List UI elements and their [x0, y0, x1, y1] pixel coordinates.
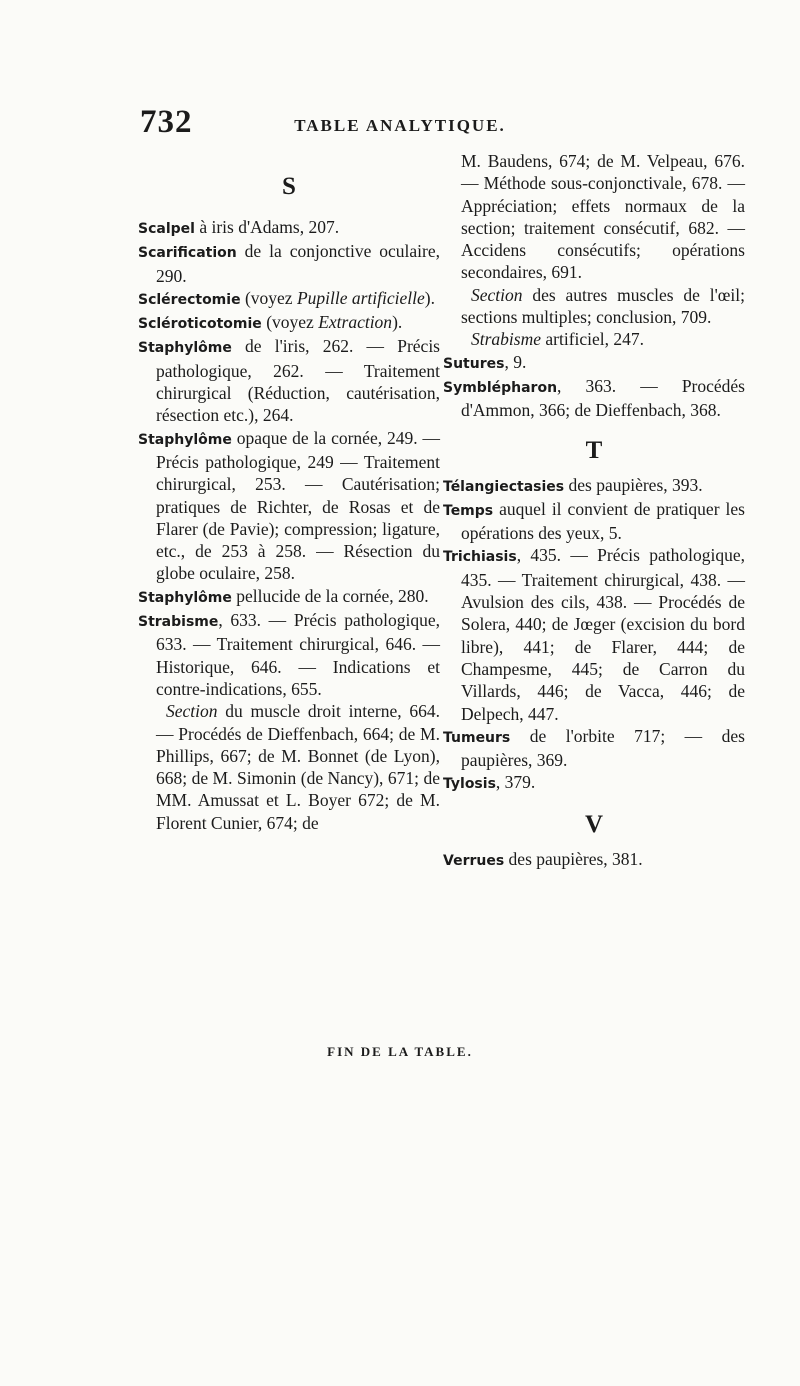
section-letter-v: V: [584, 810, 604, 838]
entry-continuation: M. Baudens, 674; de M. Velpeau, 676. — Méthode sous-conjonctivale, 678. — Appréciation; effets normaux de la section; traitement consécutif, 682. — Accidens consécutifs; opérations secondaires, 691.: [461, 151, 745, 283]
entry-term: Télangiectasies: [443, 478, 565, 495]
entry-term: Scarification: [138, 245, 237, 262]
entry-term: Trichiasis: [443, 549, 517, 566]
index-entry: [138, 335, 440, 426]
entry-text: de l'iris, 262. — Précis pathologique, 262. — Traitement chirurgical (Réduction, cautérisation, résection etc.), 264.: [156, 336, 440, 426]
entry-term: Tylosis: [443, 776, 496, 793]
entry-text: , 379.: [495, 772, 536, 793]
index-entry: [443, 474, 745, 498]
entry-term: Sclérectomie: [138, 291, 241, 308]
index-entry: [138, 311, 440, 335]
entry-term: Staphylôme: [138, 589, 232, 606]
index-entry: [443, 848, 745, 872]
index-entry: [138, 287, 440, 311]
subentry-term: Section: [166, 701, 218, 722]
subentry-term: Section: [471, 284, 523, 305]
left-column: [138, 150, 440, 834]
index-entry: [138, 240, 440, 287]
entry-text: à iris d'Adams, 207.: [194, 217, 340, 237]
entry-text: , 363. — Procédés d'Ammon, 366; de Dieffenbach, 368.: [461, 375, 745, 421]
index-entry: [443, 725, 745, 772]
index-entry: [443, 351, 745, 375]
entry-cross-ref: Extraction: [318, 312, 393, 333]
entry-text: (voyez: [240, 287, 297, 308]
entry-text: ).: [424, 287, 435, 308]
index-entry: [138, 427, 440, 585]
entry-term: Strabisme: [138, 614, 219, 631]
entry-text: auquel il convient de pratiquer les opérations des yeux, 5.: [461, 498, 745, 544]
entry-text: ).: [392, 312, 403, 333]
index-entry: [138, 216, 440, 240]
index-entry: [443, 375, 745, 422]
entry-text: , 633. — Précis pathologique, 633. — Traitement chirurgical, 646. — Historique, 646. — Indications et contre-indications, 655.: [156, 610, 440, 699]
index-entry: [138, 585, 440, 609]
entry-term: Sutures: [443, 355, 505, 372]
entry-text: , 435. — Précis pathologique, 435. — Traitement chirurgical, 438. — Avulsion des cils, 438. — Procédés de Solera, 440; de Jœger (excision du bord libre), 441; de Flarer, 444; de Champesme, 445; de Carron du Villards, 446; de Vacca, 446; de Delpech, 447.: [461, 545, 745, 724]
index-entry: [443, 544, 745, 724]
subentry-text: du muscle droit interne, 664. — Procédés de Dieffenbach, 664; de M. Phillips, 667; de M. Bonnet (de Lyon), 668; de M. Simonin (de Nancy), 671; de MM. Amussat et L. Boyer 672; de M. Florent Cunier, 674; de: [156, 701, 440, 833]
entry-term: Verrues: [443, 852, 505, 869]
index-entry: [138, 609, 440, 700]
entry-text: opaque de la cornée, 249. — Précis pathologique, 249 — Traitement chirurgical, 253. — Cautérisation; pratiques de Richter, de Rosas et de Flarer (de Pavie); compression; ligature, etc., de 253 à 258. — Résection du globe oculaire, 258.: [156, 427, 440, 584]
entry-text: des paupières, 381.: [504, 848, 643, 869]
entry-cross-ref: Pupille artificielle: [296, 287, 425, 308]
end-of-table-note: FIN DE LA TABLE.: [327, 1044, 473, 1059]
entry-term: Tumeurs: [443, 729, 511, 746]
section-letter-t: T: [585, 436, 603, 464]
subentry-term: Strabisme: [471, 329, 541, 350]
entry-term: Temps: [443, 502, 494, 519]
entry-text: de l'orbite 717; — des paupières, 369.: [461, 725, 745, 771]
index-entry: [443, 771, 745, 795]
subentry-text: des autres muscles de l'œil; sections multiples; conclusion, 709.: [461, 284, 745, 328]
entry-term: Staphylôme: [138, 340, 232, 357]
entry-term: Scalpel: [138, 221, 195, 237]
section-letter-s: S: [282, 173, 296, 200]
index-subentry: [443, 284, 745, 329]
right-column: [443, 150, 745, 872]
index-subentry: [443, 328, 745, 350]
entry-text: de la conjonctive oculaire, 290.: [156, 241, 440, 286]
entry-term: Staphylôme: [138, 431, 232, 448]
subentry-text: artificiel, 247.: [541, 329, 645, 350]
page-header: [0, 104, 800, 144]
page-number: 732: [140, 104, 193, 140]
entry-term: Symblépharon: [443, 379, 558, 396]
index-subentry: [138, 700, 440, 834]
entry-text: pellucide de la cornée, 280.: [231, 585, 429, 606]
running-title: TABLE ANALYTIQUE.: [294, 116, 506, 135]
entry-text: des paupières, 393.: [564, 474, 703, 495]
entry-text: (voyez: [261, 312, 319, 333]
index-entry: [443, 498, 745, 545]
entry-text: , 9.: [504, 351, 527, 372]
entry-term: Scléroticotomie: [138, 316, 262, 333]
